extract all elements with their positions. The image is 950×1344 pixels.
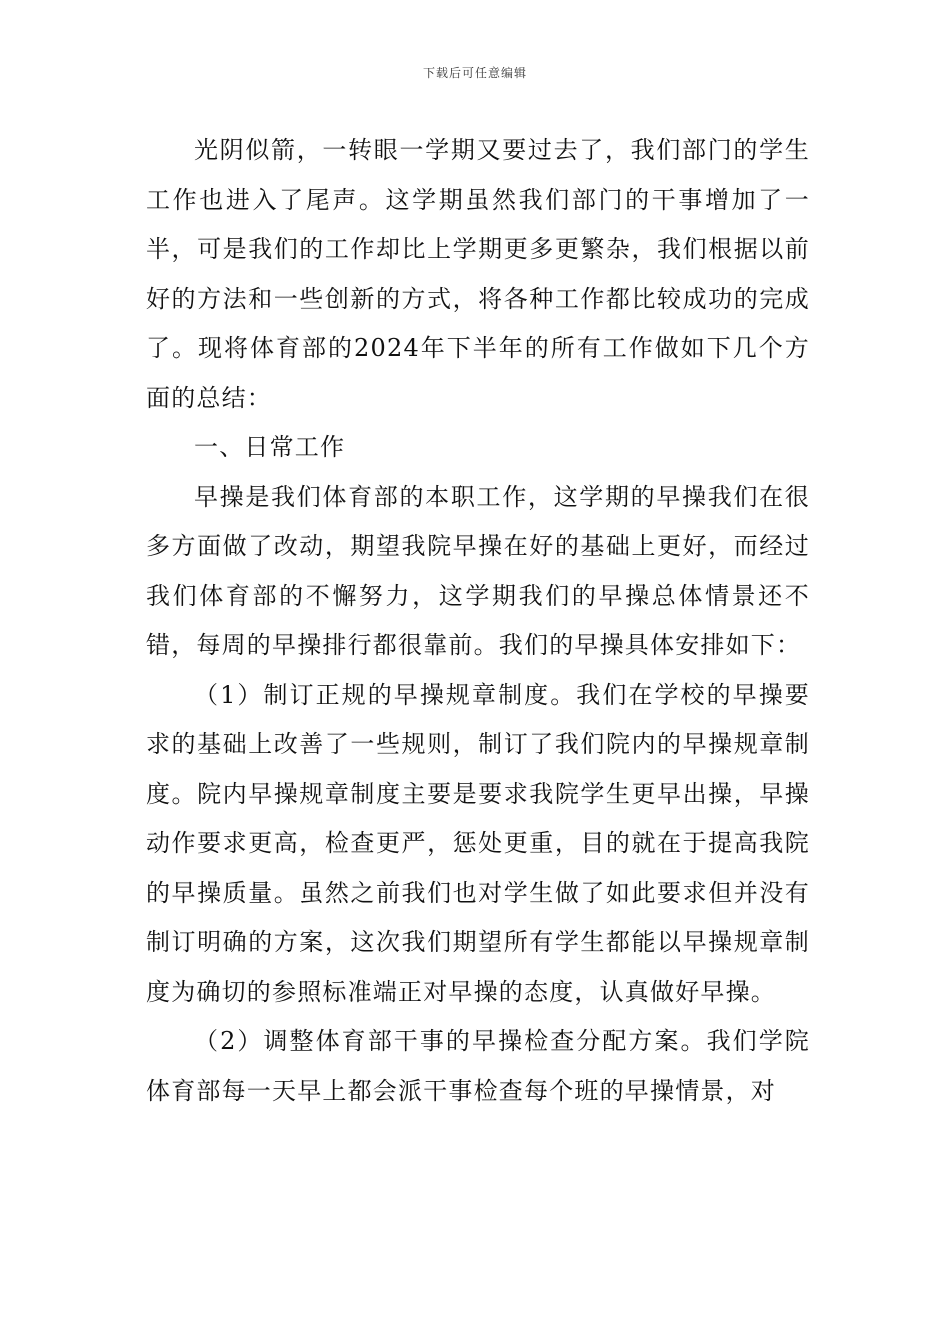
item-2-paragraph: （2）调整体育部干事的早操检查分配方案。我们学院体育部每一天早上都会派干事检查每个班的早操情景，对 <box>146 1027 810 1105</box>
intro-paragraph: 光阴似箭，一转眼一学期又要过去了，我们部门的学生工作也进入了尾声。这学期虽然我们部门的干事增加了一半，可是我们的工作却比上学期更多更繁杂，我们根据以前好的方法和一些创新的方式，将各种工作都比较成功的完成了。现将体育部的2024年下半年的所有工作做如下几个方面的总结： <box>146 136 810 412</box>
page-header: 下载后可任意编辑 <box>422 66 527 80</box>
item-1-paragraph: （1）制订正规的早操规章制度。我们在学校的早操要求的基础上改善了一些规则，制订了我们院内的早操规章制度。院内早操规章制度主要是要求我院学生更早出操，早操动作要求更高，检查更严，惩处更重，目的就在于提高我院的早操质量。虽然之前我们也对学生做了如此要求但并没有制订明确的方案，这次我们期望所有学生都能以早操规章制度为确切的参照标准端正对早操的态度，认真做好早操。 <box>146 680 810 1006</box>
section-heading-daily-work: 一、日常工作 <box>194 433 346 461</box>
morning-exercise-paragraph: 早操是我们体育部的本职工作，这学期的早操我们在很多方面做了改动，期望我院早操在好的基础上更好，而经过我们体育部的不懈努力，这学期我们的早操总体情景还不错，每周的早操排行都很靠前。我们的早操具体安排如下： <box>146 482 810 659</box>
document-body <box>146 126 810 1116</box>
